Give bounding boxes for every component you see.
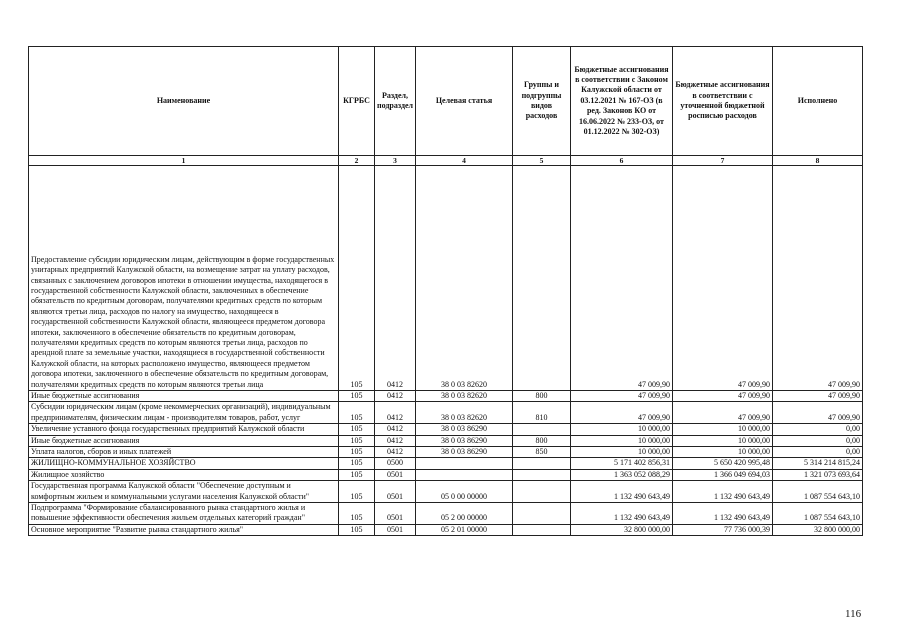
table-row (29, 166, 863, 391)
table-header-row (29, 47, 863, 156)
row-executed: 1 321 073 693,64 (773, 469, 863, 480)
row-painting: 5 650 420 995,48 (673, 458, 773, 469)
row-painting: 10 000,00 (673, 435, 773, 446)
row-law: 10 000,00 (571, 447, 673, 458)
row-law: 10 000,00 (571, 424, 673, 435)
row-kgrbs: 105 (339, 524, 375, 535)
col-number: 2 (339, 156, 375, 166)
col-number: 6 (571, 156, 673, 166)
row-group (513, 481, 571, 503)
table-row (29, 435, 863, 446)
row-name: Жилищное хозяйство (29, 469, 339, 480)
row-section: 0501 (375, 503, 416, 525)
row-name: Увеличение уставного фонда государственных предприятий Калужской области (29, 424, 339, 435)
row-section: 0412 (375, 391, 416, 402)
row-group: 850 (513, 447, 571, 458)
row-name: Уплата налогов, сборов и иных платежей (29, 447, 339, 458)
row-executed: 0,00 (773, 435, 863, 446)
row-target (416, 458, 513, 469)
row-kgrbs: 105 (339, 391, 375, 402)
column-number-row (29, 156, 863, 166)
row-law: 47 009,90 (571, 402, 673, 424)
row-kgrbs: 105 (339, 458, 375, 469)
row-section: 0501 (375, 469, 416, 480)
row-section: 0412 (375, 447, 416, 458)
header-target: Целевая статья (416, 47, 513, 156)
row-group (513, 424, 571, 435)
row-target: 38 0 03 86290 (416, 424, 513, 435)
col-number: 8 (773, 156, 863, 166)
row-name: Подпрограмма "Формирование сбалансированного рынка стандартного жилья и повышение эффективности обеспечения жильем отдельных категорий граждан" (29, 503, 339, 525)
row-painting: 47 009,90 (673, 391, 773, 402)
row-kgrbs: 105 (339, 435, 375, 446)
table-row (29, 503, 863, 525)
row-group (513, 503, 571, 525)
row-executed: 0,00 (773, 447, 863, 458)
row-law: 1 363 052 088,29 (571, 469, 673, 480)
col-number: 1 (29, 156, 339, 166)
row-target: 05 2 00 00000 (416, 503, 513, 525)
row-group: 800 (513, 391, 571, 402)
row-section: 0412 (375, 402, 416, 424)
row-section: 0500 (375, 458, 416, 469)
row-executed: 1 087 554 643,10 (773, 481, 863, 503)
row-target (416, 469, 513, 480)
row-kgrbs: 105 (339, 481, 375, 503)
header-name: Наименование (29, 47, 339, 156)
budget-table (28, 46, 863, 536)
col-number: 4 (416, 156, 513, 166)
header-painting: Бюджетные ассигнования в соответствии с уточненной бюджетной росписью расходов (673, 47, 773, 156)
row-target: 05 2 01 00000 (416, 524, 513, 535)
table-row (29, 458, 863, 469)
row-painting: 1 132 490 643,49 (673, 503, 773, 525)
table-row (29, 391, 863, 402)
row-target: 05 0 00 00000 (416, 481, 513, 503)
row-painting: 1 132 490 643,49 (673, 481, 773, 503)
col-number: 3 (375, 156, 416, 166)
row-target: 38 0 03 82620 (416, 402, 513, 424)
header-kgrbs: КГРБС (339, 47, 375, 156)
row-section: 0501 (375, 524, 416, 535)
row-name: Иные бюджетные ассигнования (29, 391, 339, 402)
table-row (29, 447, 863, 458)
row-executed: 47 009,90 (773, 166, 863, 391)
header-groups: Группы и подгруппы видов расходов (513, 47, 571, 156)
row-executed: 1 087 554 643,10 (773, 503, 863, 525)
table-row (29, 402, 863, 424)
row-name: Субсидии юридическим лицам (кроме некоммерческих организаций), индивидуальным предпринимателям, физическим лицам - производителям товаров, работ, услуг (29, 402, 339, 424)
row-kgrbs: 105 (339, 469, 375, 480)
header-executed: Исполнено (773, 47, 863, 156)
row-law: 5 171 402 856,31 (571, 458, 673, 469)
header-section: Раздел, подраздел (375, 47, 416, 156)
table-row (29, 481, 863, 503)
row-name: Предоставление субсидии юридическим лицам, действующим в форме государственных унитарных предприятий Калужской области, на возмещение затрат на уплату расходов, связанных с заключением договоров ипотеки в отношении имущества, находящегося в государственной собственности Калужской области, заключенных в обеспечение обязательств по кредитным договорам, получателями кредитных средств по которым являются третьи лица, расходов по налогу на имущество, находящееся в государственной собственности Калужской области, являющееся предметом договора ипотеки, заключенного в обеспечение обязательств по кредитным договорам, получателями кредитных средств по которым являются третьи лица, расходов по арендной плате за земельные участки, находящиеся в государственной собственности Калужской области, на которых расположено имущество, являющееся предметом договора ипотеки, заключенного в обеспечение обязательств по кредитным договорам, получателями кредитных средств по которым являются третьи лица (29, 166, 339, 391)
row-name: Иные бюджетные ассигнования (29, 435, 339, 446)
row-group: 810 (513, 402, 571, 424)
row-kgrbs: 105 (339, 424, 375, 435)
page-number: 116 (845, 608, 862, 620)
row-kgrbs: 105 (339, 503, 375, 525)
row-law: 47 009,90 (571, 391, 673, 402)
row-painting: 1 366 049 694,03 (673, 469, 773, 480)
row-group (513, 524, 571, 535)
row-law: 32 800 000,00 (571, 524, 673, 535)
row-executed: 32 800 000,00 (773, 524, 863, 535)
row-name: Основное мероприятие "Развитие рынка стандартного жилья" (29, 524, 339, 535)
row-executed: 47 009,90 (773, 402, 863, 424)
row-law: 1 132 490 643,49 (571, 503, 673, 525)
col-number: 5 (513, 156, 571, 166)
row-executed: 0,00 (773, 424, 863, 435)
row-executed: 47 009,90 (773, 391, 863, 402)
row-painting: 10 000,00 (673, 424, 773, 435)
row-painting: 77 736 000,39 (673, 524, 773, 535)
row-kgrbs: 105 (339, 447, 375, 458)
row-target: 38 0 03 86290 (416, 435, 513, 446)
header-law: Бюджетные ассигнования в соответствии с Законом Калужской области от 03.12.2021 № 167-ОЗ (в ред. Законов КО от 16.06.2022 № 233-ОЗ, от 01.12.2022 № 302-ОЗ) (571, 47, 673, 156)
row-painting: 47 009,90 (673, 166, 773, 391)
table-row (29, 524, 863, 535)
row-kgrbs: 105 (339, 402, 375, 424)
row-target: 38 0 03 86290 (416, 447, 513, 458)
row-target: 38 0 03 82620 (416, 391, 513, 402)
row-section: 0412 (375, 424, 416, 435)
row-kgrbs: 105 (339, 166, 375, 391)
row-executed: 5 314 214 815,24 (773, 458, 863, 469)
table-body (29, 166, 863, 536)
col-number: 7 (673, 156, 773, 166)
row-target: 38 0 03 82620 (416, 166, 513, 391)
row-group (513, 458, 571, 469)
row-name: Государственная программа Калужской области "Обеспечение доступным и комфортным жильем и коммунальными услугами населения Калужской области" (29, 481, 339, 503)
row-group (513, 166, 571, 391)
row-section: 0412 (375, 166, 416, 391)
row-section: 0501 (375, 481, 416, 503)
row-name: ЖИЛИЩНО-КОММУНАЛЬНОЕ ХОЗЯЙСТВО (29, 458, 339, 469)
row-law: 10 000,00 (571, 435, 673, 446)
row-painting: 10 000,00 (673, 447, 773, 458)
row-group (513, 469, 571, 480)
table-row (29, 469, 863, 480)
row-law: 1 132 490 643,49 (571, 481, 673, 503)
row-group: 800 (513, 435, 571, 446)
row-painting: 47 009,90 (673, 402, 773, 424)
row-law: 47 009,90 (571, 166, 673, 391)
table-row (29, 424, 863, 435)
row-section: 0412 (375, 435, 416, 446)
